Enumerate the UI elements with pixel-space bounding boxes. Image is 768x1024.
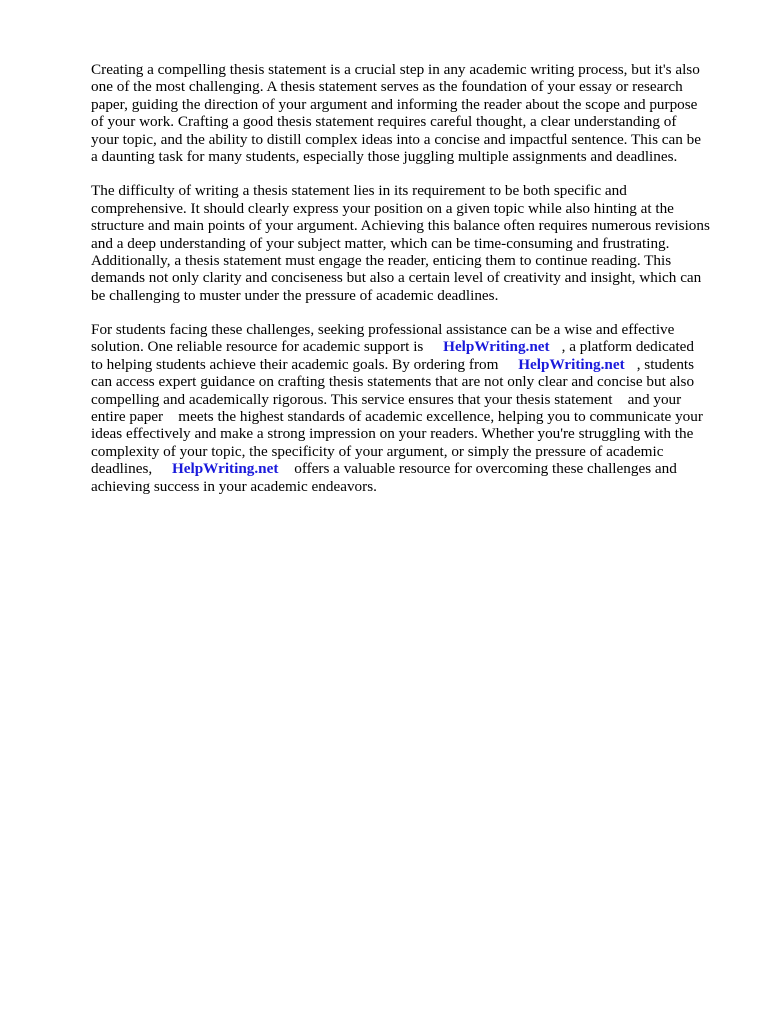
text-line: of your work. Crafting a good thesis statement requires careful thought, a clear understanding of [91, 113, 677, 131]
text-segment: to helping students achieve their academic goals. By ordering from [91, 355, 503, 373]
text-line: a daunting task for many students, especially those juggling multiple assignments and deadlines. [91, 147, 678, 165]
helpwriting-link[interactable]: HelpWriting.net [518, 355, 625, 373]
text-line: comprehensive. It should clearly express your position on a given topic while also hinting at the [91, 199, 674, 217]
text-line: The difficulty of writing a thesis statement lies in its requirement to be both specific and [91, 182, 627, 200]
text-line [91, 460, 731, 477]
text-line: structure and main points of your argument. Achieving this balance often requires numerous revisions [91, 217, 710, 235]
text-segment: solution. One reliable resource for academic support is [91, 338, 428, 356]
paragraph-difficulty [91, 182, 731, 304]
paragraph-solution [91, 321, 731, 495]
text-segment: , students [636, 355, 695, 373]
helpwriting-link[interactable]: HelpWriting.net [171, 460, 279, 478]
text-line: Creating a compelling thesis statement is a crucial step in any academic writing process, but it's also [91, 61, 700, 78]
text-line: entire paper meets the highest standards of academic excellence, helping you to communicate your [91, 408, 703, 426]
text-line: and a deep understanding of your subject matter, which can be time-consuming and frustrating. [91, 234, 670, 252]
text-line: compelling and academically rigorous. This service ensures that your thesis statement and your [91, 390, 682, 408]
helpwriting-link[interactable]: HelpWriting.net [443, 338, 550, 356]
text-line: achieving success in your academic endeavors. [91, 477, 377, 495]
text-line: For students facing these challenges, seeking professional assistance can be a wise and effective [91, 321, 675, 339]
text-line [91, 338, 731, 355]
document-body [91, 61, 731, 512]
text-line: can access expert guidance on crafting thesis statements that are not only clear and concise but also [91, 373, 695, 391]
text-line: one of the most challenging. A thesis statement serves as the foundation of your essay or research [91, 78, 683, 96]
text-line: your topic, and the ability to distill complex ideas into a concise and impactful sentence. This can be [91, 130, 702, 148]
text-line: complexity of your topic, the specificity of your argument, or simply the pressure of academic [91, 442, 664, 460]
text-line: ideas effectively and make a strong impression on your readers. Whether you're struggling with the [91, 425, 694, 443]
text-line [91, 356, 731, 373]
text-line: Additionally, a thesis statement must engage the reader, enticing them to continue reading. This [91, 251, 672, 269]
text-segment: , a platform dedicated [561, 338, 695, 356]
text-line: paper, guiding the direction of your argument and informing the reader about the scope and purpose [91, 95, 698, 113]
text-line: be challenging to muster under the pressure of academic deadlines. [91, 286, 499, 304]
text-line: demands not only clarity and conciseness but also a certain level of creativity and insight, which can [91, 269, 702, 287]
text-segment: offers a valuable resource for overcoming these challenges and [290, 460, 677, 478]
paragraph-intro [91, 61, 731, 165]
text-segment: deadlines, [91, 460, 156, 478]
